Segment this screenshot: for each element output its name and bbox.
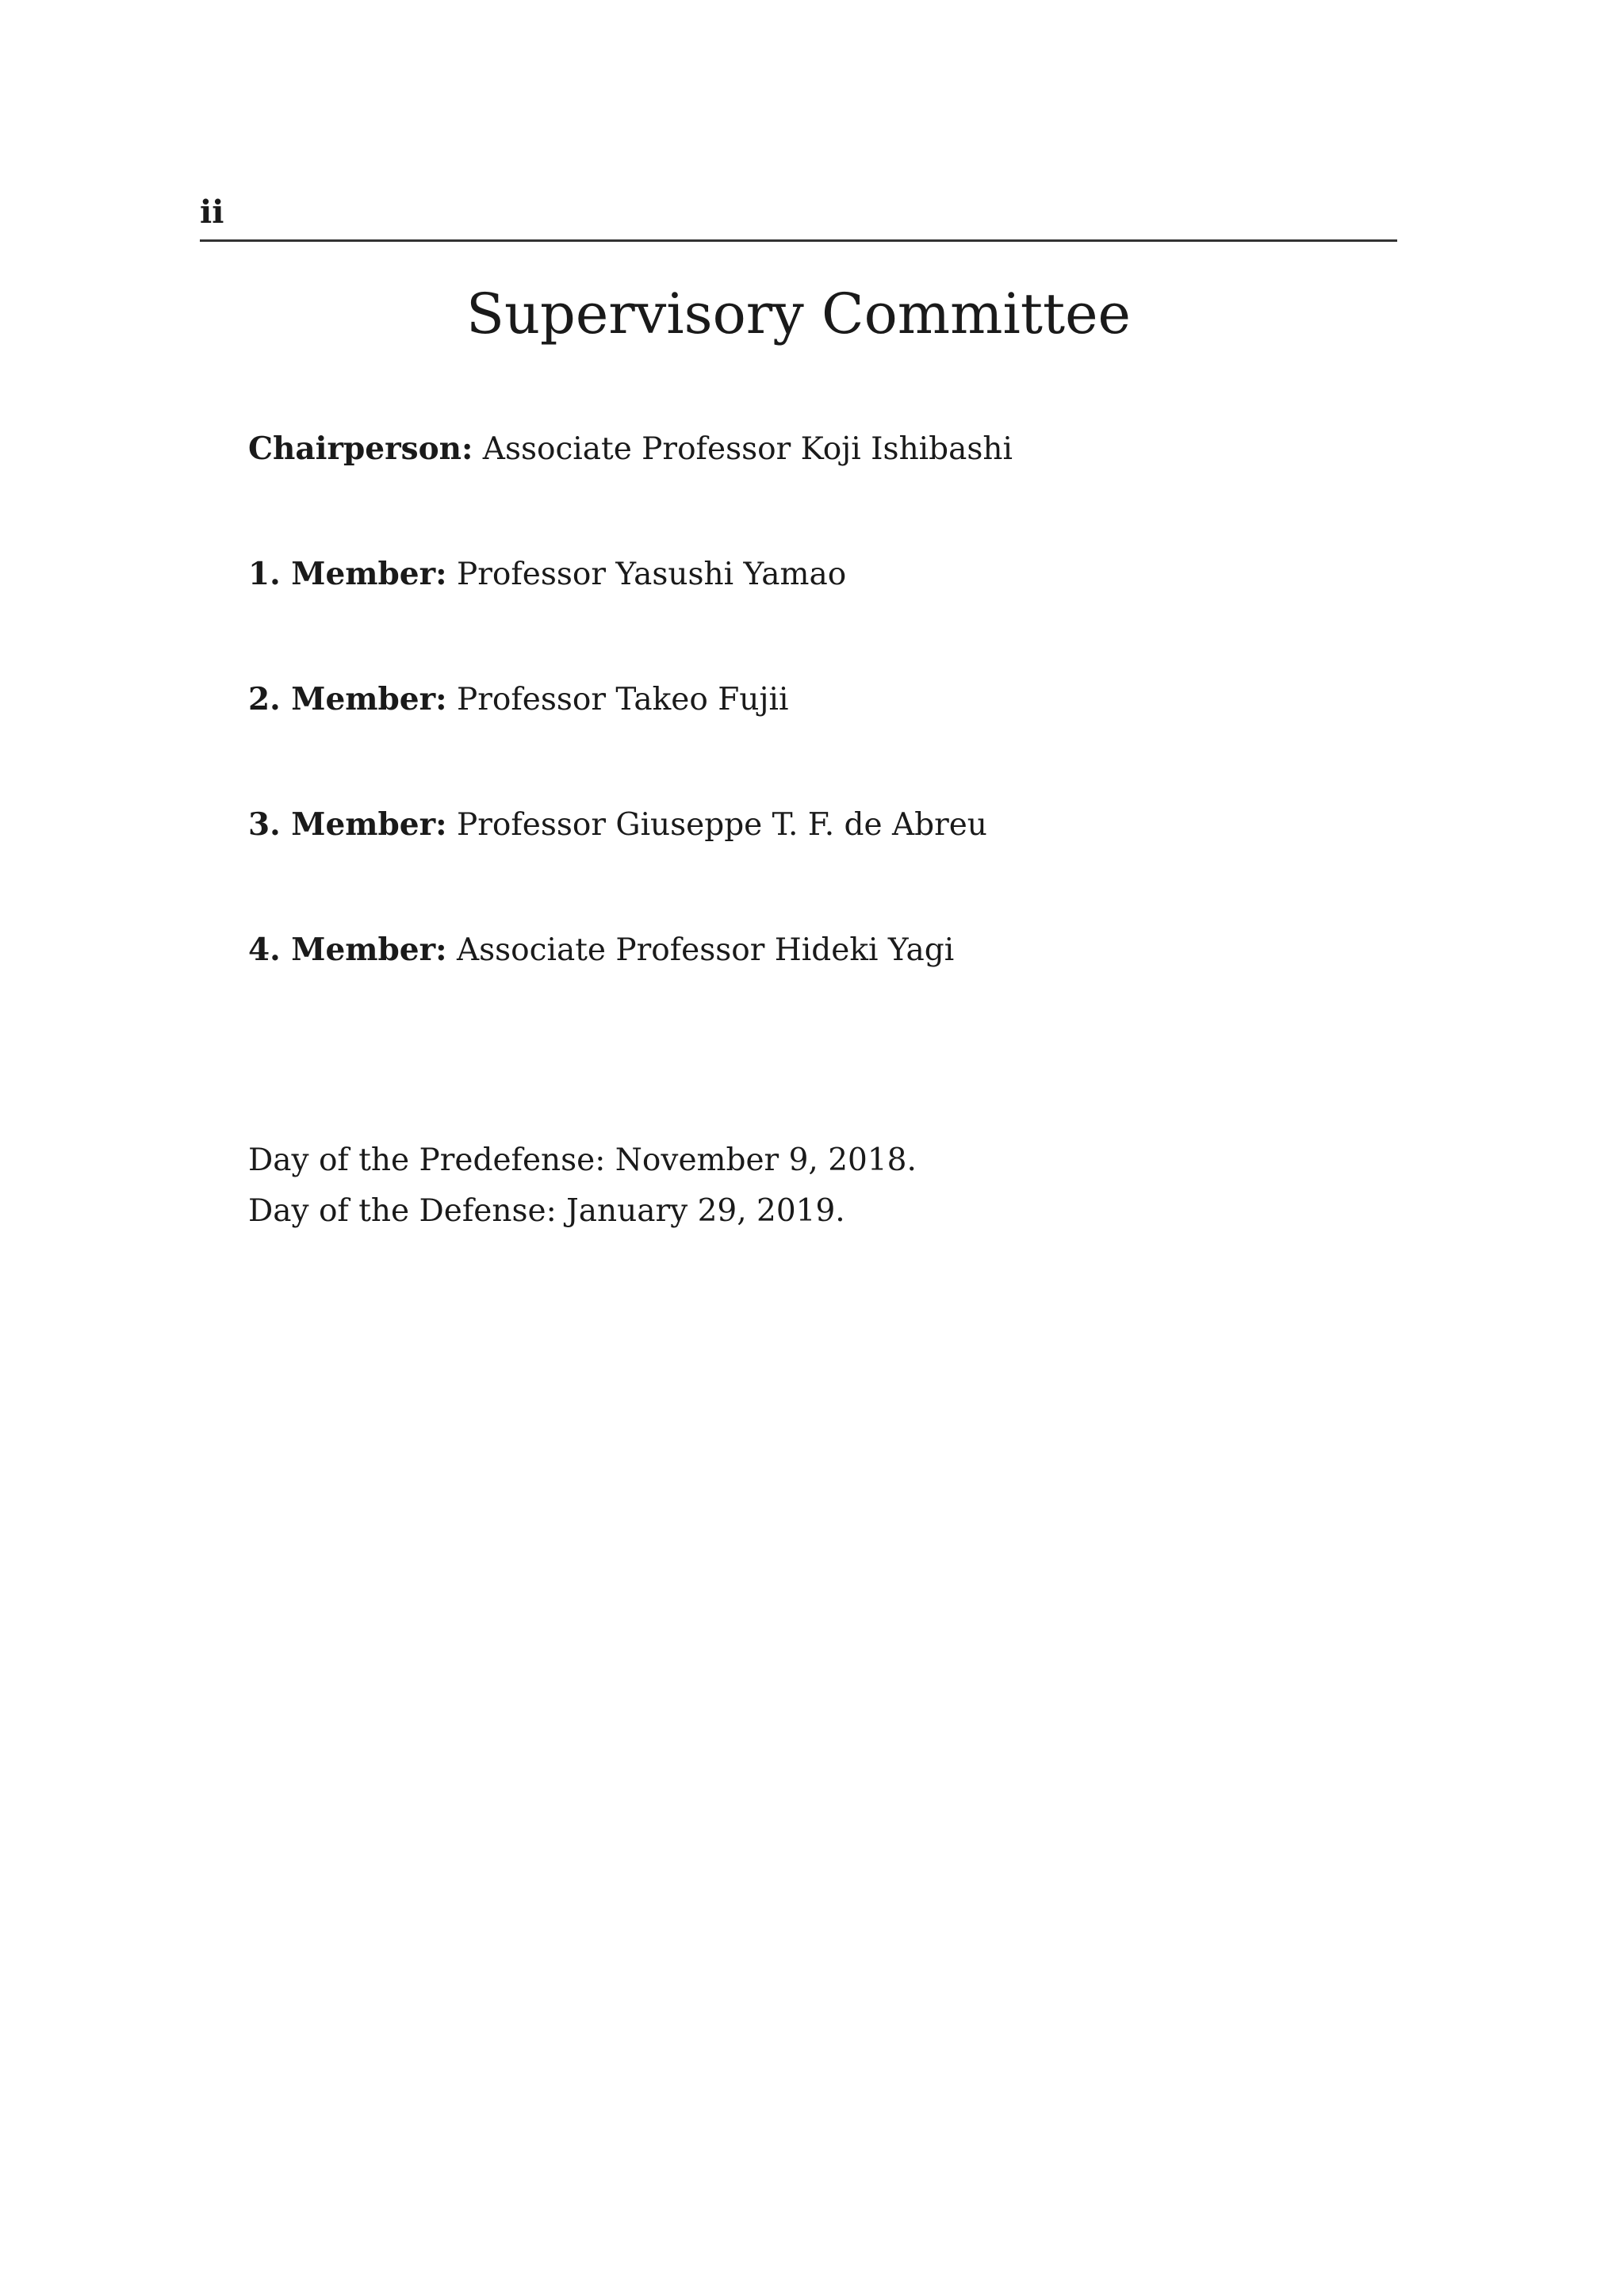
chairperson-entry [248,427,1013,471]
member-label-1: 1. Member: [248,556,447,592]
member-name-3: Professor Giuseppe T. F. de Abreu [456,807,987,843]
page-title: Supervisory Committee [466,281,1131,346]
member-entry-4 [248,928,1013,972]
header-rule [200,239,1397,242]
predefense-date: Day of the Predefense: November 9, 2018. [248,1142,917,1178]
member-name-1: Professor Yasushi Yamao [456,557,847,592]
page-number: ii [200,193,224,231]
chairperson-label: Chairperson: [248,430,473,467]
member-entry-2 [248,677,1013,721]
defense-dates [248,1135,917,1237]
member-label-2: 2. Member: [248,681,447,718]
member-name-4: Associate Professor Hideki Yagi [456,932,955,968]
member-label-4: 4. Member: [248,932,447,968]
member-entry-3 [248,802,1013,847]
member-name-2: Professor Takeo Fujii [456,682,789,718]
member-entry-1 [248,552,1013,596]
defense-date: Day of the Defense: January 29, 2019. [248,1193,845,1229]
chairperson-name: Associate Professor Koji Ishibashi [482,431,1013,467]
member-label-3: 3. Member: [248,806,447,843]
committee-list [248,427,1013,1053]
